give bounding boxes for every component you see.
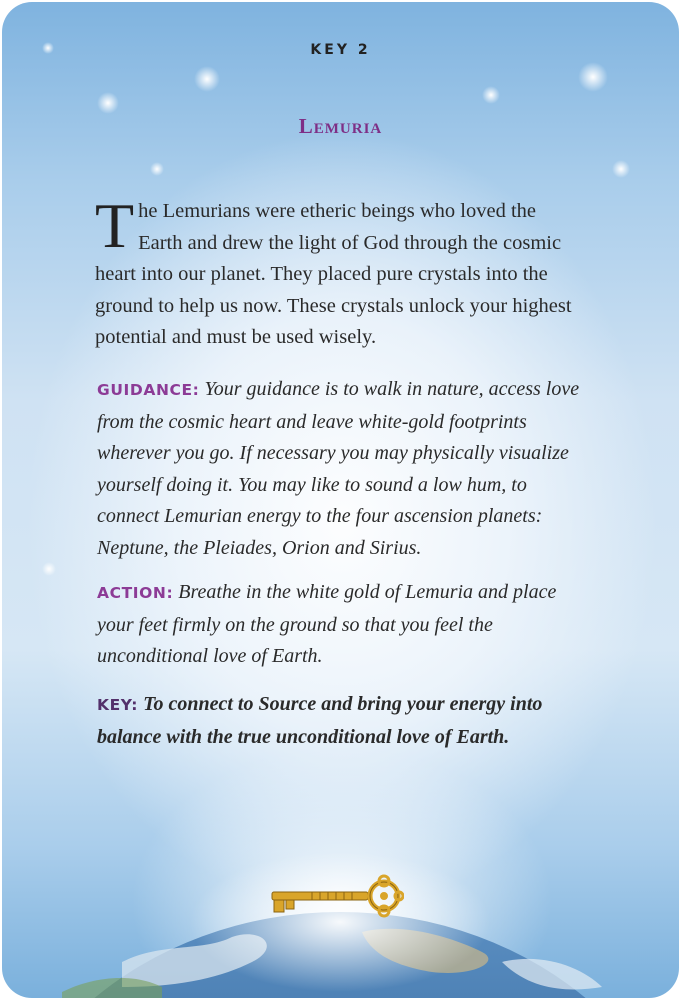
- key-text: To connect to Source and bring your energy into balance with the true unconditional love of Earth.: [97, 693, 543, 748]
- action-label: ACTION:: [97, 584, 174, 602]
- guidance-label: GUIDANCE:: [97, 381, 200, 399]
- card-title: Lemuria: [298, 114, 383, 138]
- guidance-text: Your guidance is to walk in nature, access love from the cosmic heart and leave white-gold footprints wherever you go. If necessary you may physically visualize yourself doing it. You may like to sound a low hum, to connect Lemurian energy to the four ascension planets: Neptune, the Pleiades, Orion and Sirius.: [97, 378, 580, 559]
- action-text: Breathe in the white gold of Lemuria and place your feet firmly on the ground so that you feel the unconditional love of Earth.: [97, 581, 557, 667]
- oracle-card: [2, 2, 679, 998]
- key-label: KEY:: [97, 696, 139, 714]
- golden-key-icon: [268, 872, 404, 922]
- earth-globe-icon: [2, 2, 679, 998]
- drop-cap: T: [95, 190, 135, 261]
- card-key-number: KEY 2: [310, 42, 371, 58]
- intro-text: he Lemurians were etheric beings who loved the Earth and drew the light of God through the cosmic heart into our planet. They placed pure crystals into the ground to help us now. These crystals unlock your highest potential and must be used wisely.: [95, 200, 572, 348]
